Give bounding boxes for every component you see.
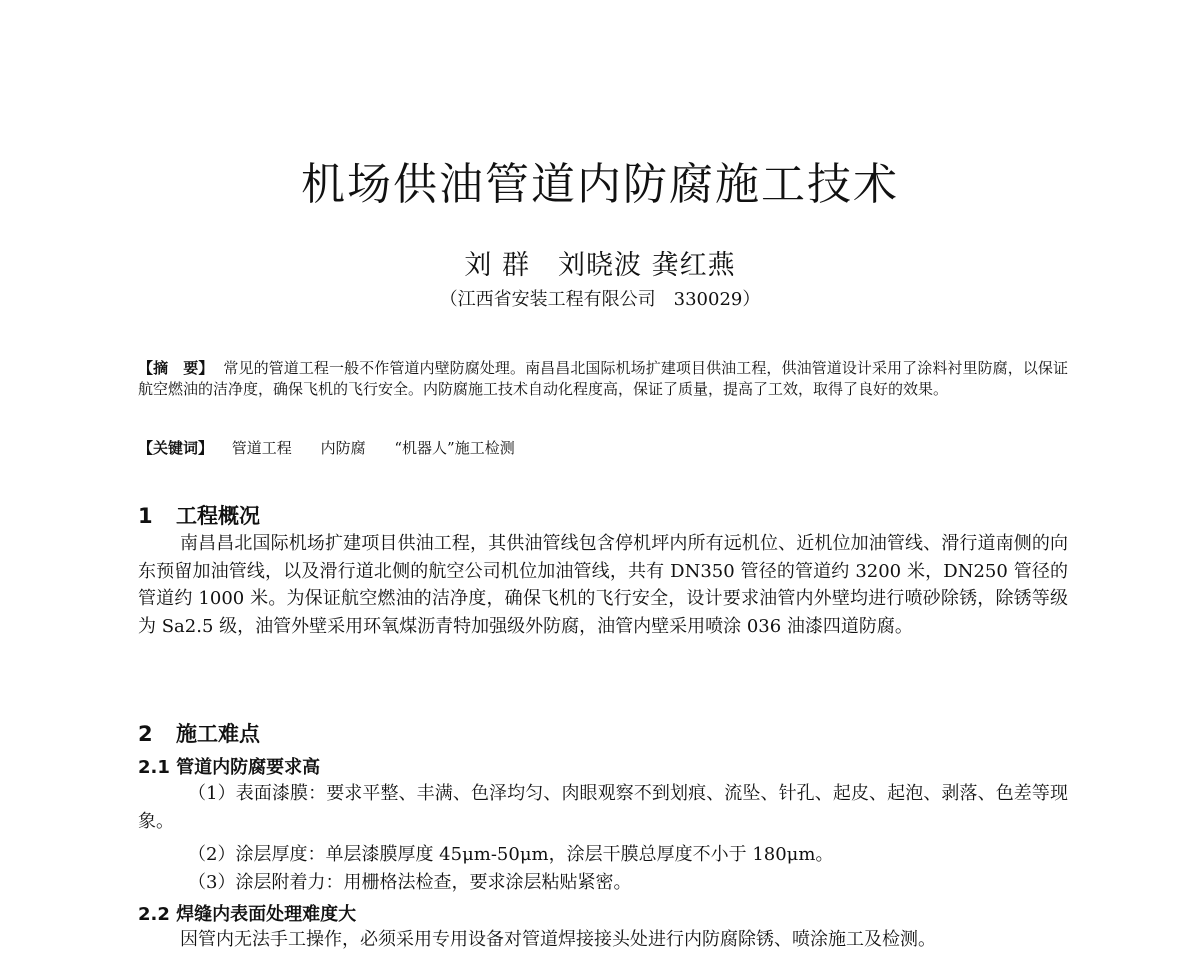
keyword: 内防腐 [320,439,366,457]
subsection-heading-2-1: 2.1 管道内防腐要求高 [138,757,321,778]
section-title: 施工难点 [176,722,260,746]
keywords-label: 【关键词】 [138,439,214,457]
paper-title: 机场供油管道内防腐施工技术 [301,159,899,210]
paper-authors: 刘 群 刘晓波 龚红燕 [464,250,736,281]
abstract [138,358,1068,400]
subsection-heading-2-2: 2.2 焊缝内表面处理难度大 [138,904,357,925]
section-number: 1 [138,504,153,528]
list-item: （2）涂层厚度：单层漆膜厚度 45μm-50μm，涂层干膜总厚度不小于 180μm。 [188,844,834,865]
keyword: “机器人”施工检测 [394,439,515,457]
section-number: 2 [138,722,153,746]
abstract-text: 常见的管道工程一般不作管道内壁防腐处理。南昌昌北国际机场扩建项目供油工程，供油管道设计采用了涂料衬里防腐，以保证航空燃油的洁净度，确保飞机的飞行安全。内防腐施工技术自动化程度高，保证了质量，提高了工效，取得了良好的效果。 [138,359,1068,398]
list-item: （1）表面漆膜：要求平整、丰满、色泽均匀、肉眼观察不到划痕、流坠、针孔、起皮、起泡、剥落、色差等现象。 [138,783,1068,832]
section-heading-2 [138,718,260,748]
paper-affiliation: （江西省安装工程有限公司 330029） [439,289,761,310]
list-item: （3）涂层附着力：用栅格法检查，要求涂层粘贴紧密。 [188,872,632,893]
section-1-paragraph: 南昌昌北国际机场扩建项目供油工程，其供油管线包含停机坪内所有远机位、近机位加油管线、滑行道南侧的向东预留加油管线，以及滑行道北侧的航空公司机位加油管线，共有 DN350 管径的管道约 3200 米，DN250 管径的管道约 1000 米。为保证航空燃油的洁净度，确保飞机的飞行安全，设计要求油管内外壁均进行喷砂除锈，除锈等级为 Sa2.5 级，油管外壁采用环氧煤沥青特加强级外防腐，油管内壁采用喷涂 036 油漆四道防腐。 [138,533,1068,637]
keywords [138,437,539,458]
section-title: 工程概况 [176,504,260,528]
section-heading-1 [138,500,260,530]
abstract-label: 【摘 要】 [138,359,214,377]
subsection-2-2-paragraph: 因管内无法手工操作，必须采用专用设备对管道焊接接头处进行内防腐除锈、喷涂施工及检测。 [180,929,936,950]
keyword: 管道工程 [231,439,292,457]
